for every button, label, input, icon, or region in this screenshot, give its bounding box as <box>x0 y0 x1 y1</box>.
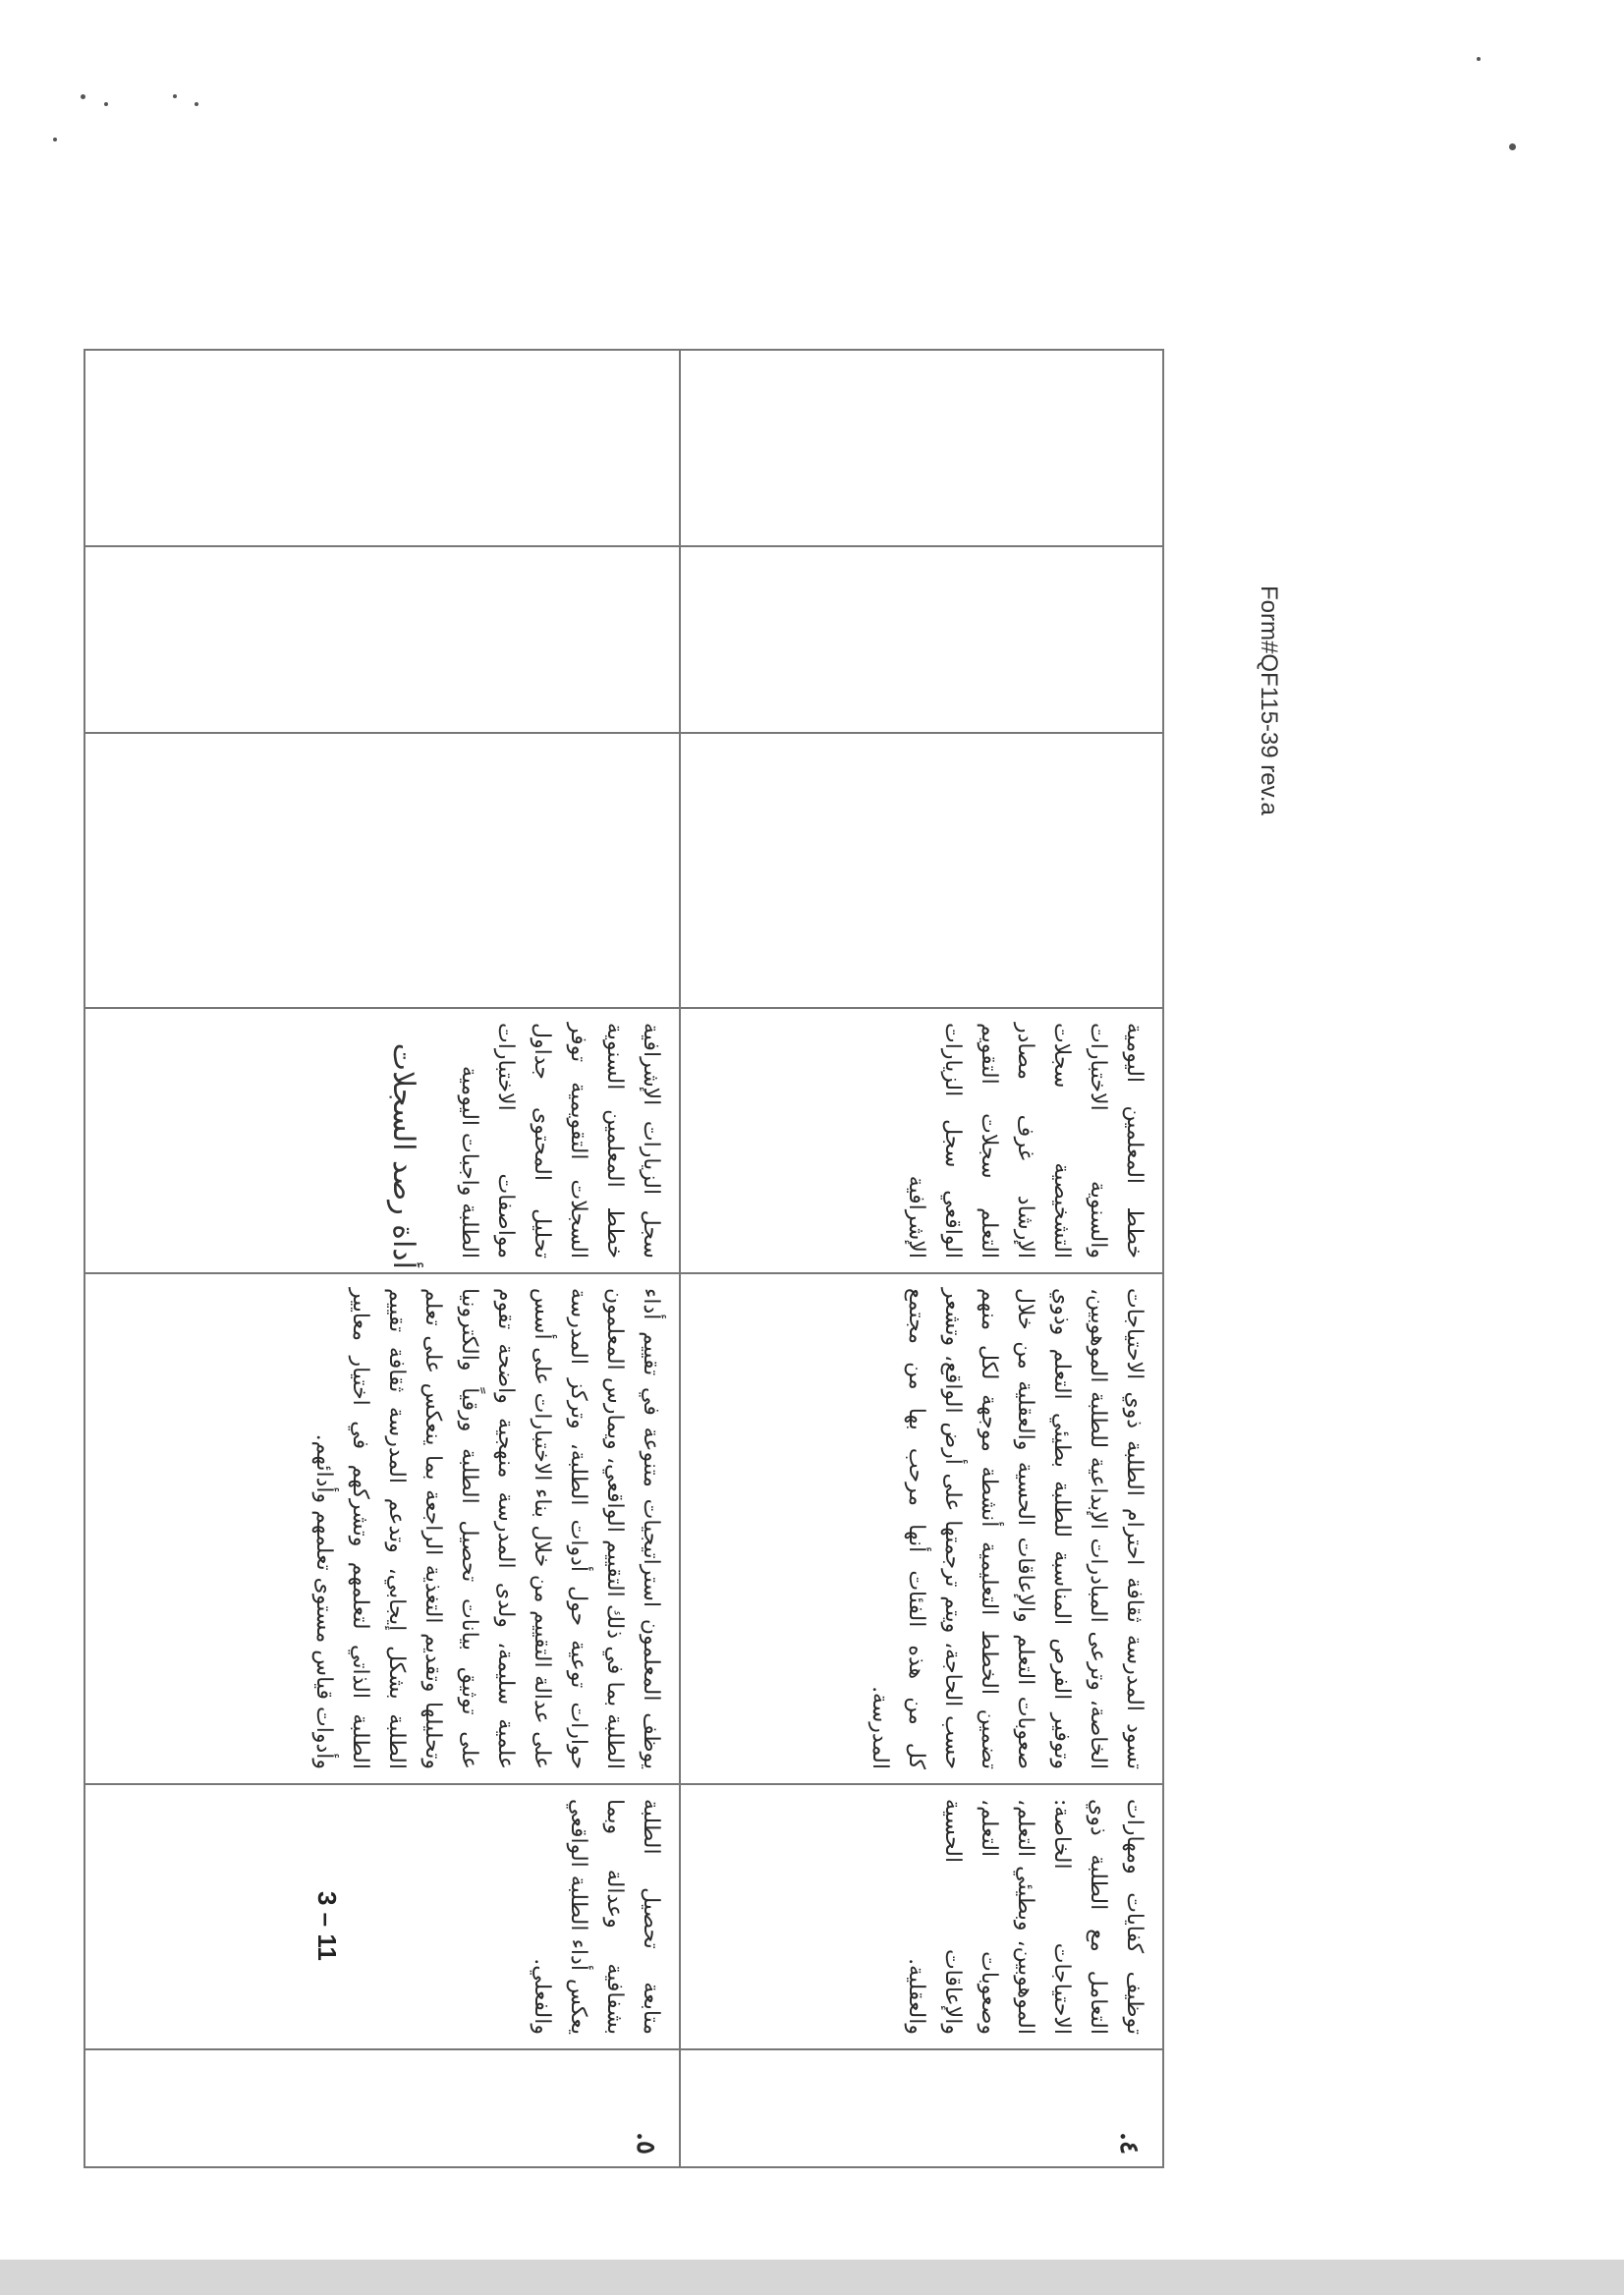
table-row <box>680 350 1163 2167</box>
empty-cell <box>84 733 680 1008</box>
sources-cell: خطط المعلمين اليومية والسنوية الاختبارات التشخيصية سجلات الإرشاد غرف مصادر التعلم سجلات التقويم الواقعي سجل الزيارات الإشرافية <box>680 1008 1163 1273</box>
form-code: Form#QF115-39 rev.a <box>1256 586 1282 815</box>
scan-speck <box>53 138 57 141</box>
scan-speck <box>81 94 85 99</box>
sources-cell: سجل الزيارات الإشرافية خطط المعلمين السنوية السجلات التقويمية توفر تحليل المحتوى جداول مواصفات الاختبارات الطلبة واجبات اليومية <box>84 1008 680 1273</box>
skill-cell: متابعة تحصيل الطلبة بشفافية وعدالة وبما يعكس أداء الطلبة الواقعي والفعلي. <box>84 1784 680 2049</box>
scan-speck <box>173 94 177 98</box>
scan-bottom-band <box>0 2260 1624 2295</box>
scan-speck <box>1509 143 1516 150</box>
table-row <box>84 350 680 2167</box>
records-table <box>84 349 1164 2168</box>
row-number: ٤. <box>680 2049 1163 2167</box>
empty-cell <box>84 546 680 733</box>
scan-speck <box>195 102 198 106</box>
document-title: أداة رصد السجلات <box>386 1042 420 1269</box>
scan-speck <box>1477 57 1481 61</box>
empty-cell <box>680 350 1163 546</box>
scan-speck <box>104 102 108 106</box>
records-table-wrapper <box>84 349 1164 2166</box>
page-number: 3 – 11 <box>312 1891 342 1961</box>
empty-cell <box>84 350 680 546</box>
description-cell: تسود المدرسة ثقافة احترام الطلبة ذوي الاحتياجات الخاصة، وترعى المبادرات الإبداعية للطلبة الموهوبين، وتوفير الفرص المناسبة للطلبة بطيئي التعلم وذوي صعوبات التعلم والإعاقات الحسية والعقلية من خلال تضمين الخطط التعليمية أنشطة موجهة لكل منهم حسب الحاجة، ويتم ترجمتها على أرض الواقع، وتشعر كل من هذه الفئات أنها مرحب بها من مجتمع المدرسة. <box>680 1273 1163 1784</box>
description-cell: يوظف المعلمون استراتيجيات متنوعة في تقييم أداء الطلبة بما في ذلك التقييم الواقعي، ويمارس المعلمون حوارات توعية حول أدوات الطلبة، وتركز المدرسة على عدالة التقييم من خلال بناء الاختبارات على أسس علمية سليمة، ولدى المدرسة منهجية واضحة تقوم على توثيق بيانات تحصيل الطلبة ورقياً والكترونيا وتحليلها وتقديم التغذية الراجعة بما ينعكس على تعلم الطلبة بشكل إيجابي، وتدعم المدرسة ثقافة تقييم الطلبة الذاتي لتعلمهم وتشركهم في اختيار معايير وأدوات قياس مستوى تعلمهم وأدائهم. <box>84 1273 680 1784</box>
row-number: ٥. <box>84 2049 680 2167</box>
skill-cell: توظيف كفايات ومهارات التعامل مع الطلبة ذوي الاحتياجات الخاصة: الموهوبين، وبطيئي التعلم، وصعوبات التعلم، والإعاقات الحسية والعقلية. <box>680 1784 1163 2049</box>
empty-cell <box>680 546 1163 733</box>
empty-cell <box>680 733 1163 1008</box>
